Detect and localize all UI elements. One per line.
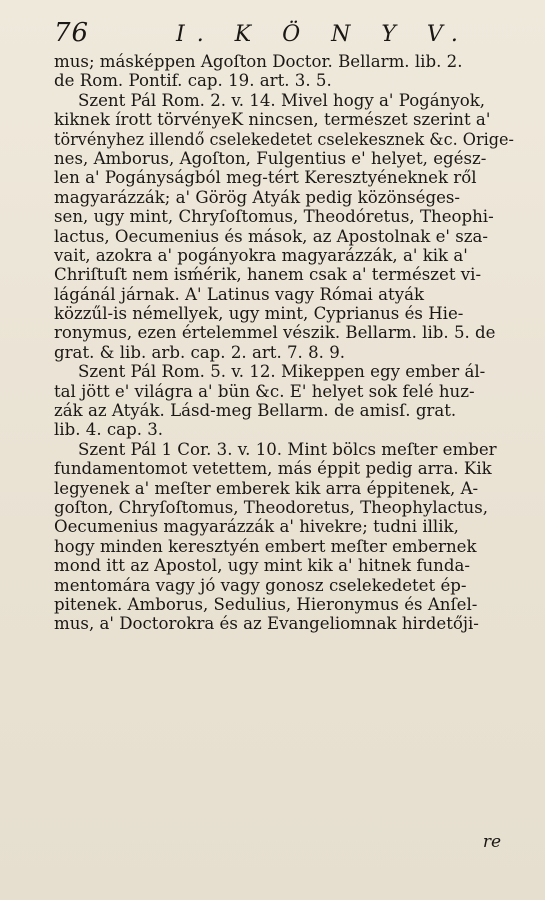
text-line: hogy minden keresztyén embert meſter embernek [54,536,477,556]
text-line: fundamentomot vetettem, más éppit pedig arra. Kik [54,459,492,479]
text-line: Szent Pál Rom. 5. v. 12. Mikeppen egy ember ál- [78,362,486,382]
text-line: lactus, Oecumenius és mások, az Apostolnak e' sza- [54,226,489,246]
text-line: Szent Pál 1 Cor. 3. v. 10. Mint bölcs meſter ember [78,439,497,459]
text-line: mentomára vagy jó vagy gonosz cselekedetet ép- [54,575,467,595]
text-line: tal jött e' világra a' bün &c. E' helyet sok felé huz- [54,381,475,401]
text-line: mus; másképpen Agoſton Doctor. Bellarm. lib. 2. [54,52,463,71]
text-line: mond itt az Apostol, ugy mint kik a' hitnek funda- [54,556,470,576]
catchword: re [482,832,501,852]
text-line: nes, Amborus, Agoſton, Fulgentius e' helyet, egész- [54,148,487,168]
text-line: Chriſtuſt nem isḿérik, hanem csak a' természet vi- [54,265,482,285]
page-number: 76 [54,18,90,48]
text-line: lágánál járnak. A' Latinus vagy Római atyák [54,284,425,304]
text-line: Szent Pál Rom. 2. v. 14. Mivel hogy a' Pogányok, [78,90,486,110]
text-line: legyenek a' meſter emberek kik arra éppitenek, A- [54,478,479,498]
text-line: mus, a' Doctorokra és az Evangeliomnak hirdetőji- [54,614,479,634]
text-line: közzűl-is némellyek, ugy mint, Cyprianus és Hie- [54,304,464,324]
text-line: pitenek. Amborus, Sedulius, Hieronymus és Anſel- [54,594,478,614]
text-line: magyarázzák; a' Görög Atyák pedig közönséges- [54,187,461,207]
text-line: grat. & lib. arb. cap. 2. art. 7. 8. 9. [54,342,346,362]
page-header [54,18,514,52]
text-line: törvényhez illendő cselekedetet cselekesznek &c. Orige- [54,129,514,149]
text-line: Oecumenius magyarázzák a' hivekre; tudni illik, [54,517,459,537]
running-head: I. K Ö N Y V. [176,22,470,47]
text-line: sen, ugy mint, Chryſoſtomus, Theodóretus, Theophi- [54,207,494,227]
text-line: zák az Atyák. Lásd-meg Bellarm. de amisſ. grat. [54,401,457,421]
text-line: vait, azokra a' pogányokra magyarázzák, a' kik a' [54,245,468,265]
text-line: de Rom. Pontif. cap. 19. art. 3. 5. [54,71,332,91]
text-line: ronymus, ezen értelemmel vészik. Bellarm. lib. 5. de [54,323,496,343]
body-text [54,52,514,634]
text-line: lib. 4. cap. 3. [54,420,164,440]
text-line: kiknek írott törvényeK nincsen, természet szerint a' [54,110,491,130]
text-line: goſton, Chryſoſtomus, Theodoretus, Theophylactus, [54,497,488,517]
text-line: len a' Pogányságból meg-tért Keresztyéneknek ről [54,168,477,188]
